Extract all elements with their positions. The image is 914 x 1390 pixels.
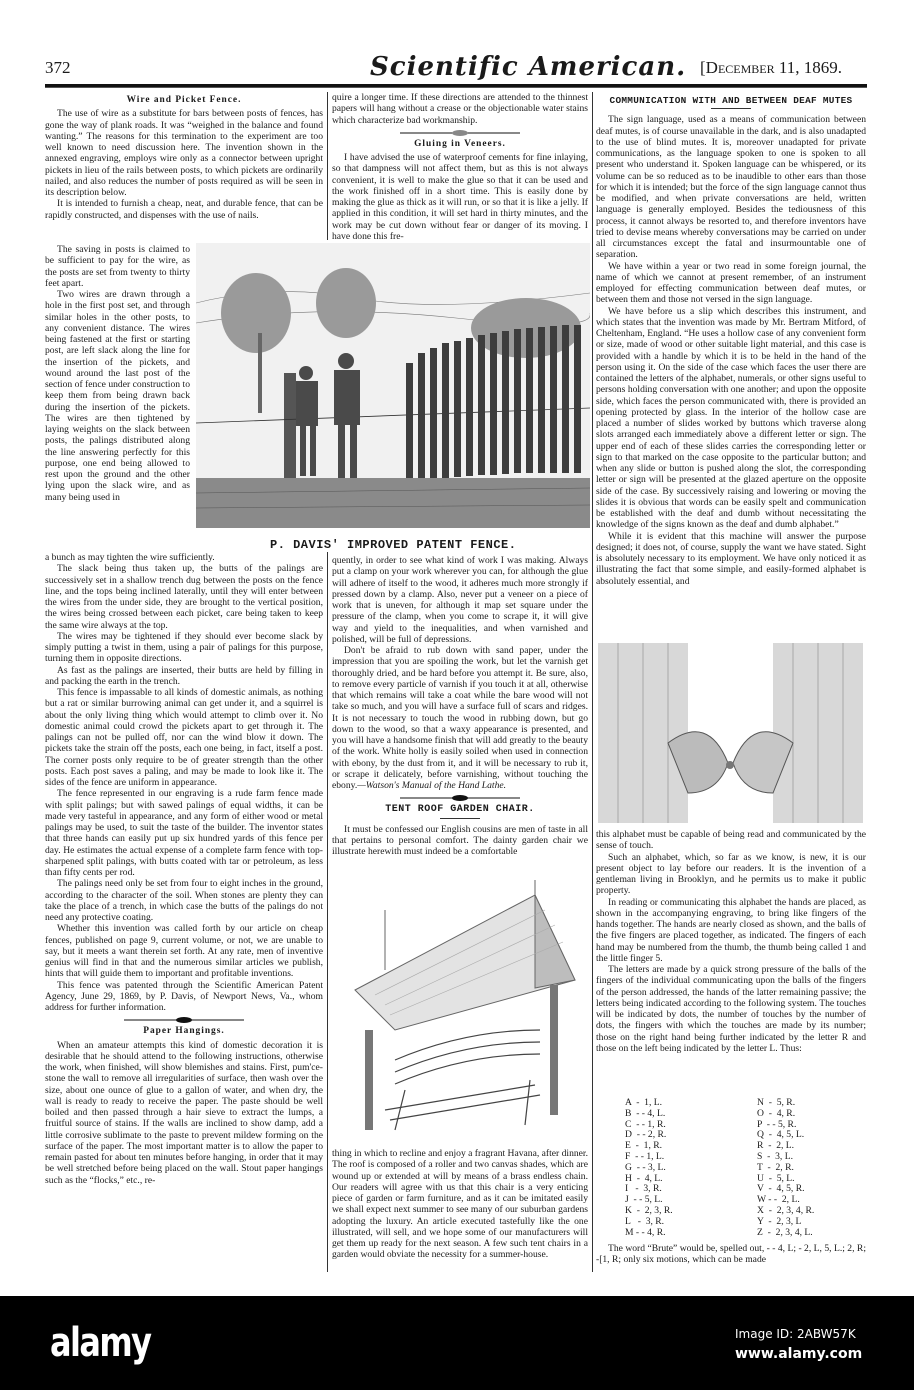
paragraph: quire a longer time. If these directions are attended to the thinnest papers will hang without a crease or the objectionable water stains which characterize bad workmanship. (332, 92, 588, 126)
alphabet-entry: Z - 2, 3, 4, L. (757, 1226, 813, 1238)
paragraph-text: Don't be afraid to rub down with sand paper, under the impression that you are spoiling the work, but let the varnish get thoroughly dried, and be hard before you attempt it. Be sure, also, to remove every particle of varnish if you touch it at all, otherwise that which remains will take a coat while the bare wood will not take so much, and you will have a surface full of scars and ridges. It is not necessary to touch the wood in rubbing down, but go down to the wood, so that a waxy appearance is presented, and you will have a handsome finish that will add greatly to the beauty of the work. White holly is easily soiled when used in connection with ebony, by the dust from it, and it will be necessary to rub it, or scrape it delicately, before varnishing, without touching the ebony. (332, 645, 588, 791)
paragraph: When an amateur attempts this kind of domestic decoration it is desirable that he should attend to the following instructions, otherwise the work, when finished, will show blemishes and stains. First, pum'ce-stone the wall to remove all irregularities of surface, then wash over the size, about one ounce of glue to a gallon of water, and when dry, the wall is ready to ready to receive the paper. The paste should be well boiled and then passed through a hair sieve to extract the lumps, a fruitful source of stains. If the walls are inclined to show damp, add a little corrosive sublimate to the paste to prevent mildew forming on the surface of the paper. The most important matter is to allow the paper to remain pasted for about ten minutes before hanging, in order that it may be well stretched before being placed on the wall. Stout paper hangings such as the “flocks,” etc., re- (45, 1039, 323, 1186)
alphabet-entry: A - 1, L. (625, 1097, 663, 1108)
fence-article-body (45, 552, 323, 1186)
paragraph: As fast as the palings are inserted, their butts are held by filling in and packing the earth in the trench. (45, 664, 323, 687)
column-divider (327, 552, 328, 1272)
paragraph: While it is evident that this machine will answer the purpose designed; it does not, of course, supply the want we have stated. Sight is absolutely necessary to its employment. We have only noticed it as illustrating the fact that some simple, and easily-formed alphabet is absolutely essential, and (596, 530, 866, 587)
middle-column-lower (332, 555, 588, 857)
image-id: Image ID: 2ABW57K (735, 1327, 856, 1341)
paragraph: It is intended to furnish a cheap, neat, and durable fence, that can be rapidly constructed, and dispenses with the use of nails. (45, 198, 323, 221)
source-citation: —Watson's Manual of the Hand Lathe. (357, 780, 507, 791)
alphabet-entry: T - 2, R. (757, 1161, 794, 1173)
middle-column-top (332, 92, 588, 242)
alphabet-entry: K - 2, 3, R. (625, 1204, 673, 1216)
site-url: www.alamy.com (735, 1346, 863, 1362)
column-divider (327, 92, 328, 240)
hands-engraving (598, 643, 863, 823)
paragraph: The sign language, used as a means of communication between deaf mutes, is of course unavailable in the dark, and is also unadapted to the use of blind mutes. It is, moreover unadapted for private communications, as the language spoken to one is spoken to all present who understand it. Spoken language can be whispered, or its volume can be so reduced as to be inaudible to other ears than those for which it is intended; but the force of the sign language cannot thus be modified, and when private conversations are held, written language is generally employed. Besides the tediousness of this process, it cannot always be resorted to, and therefore inventors have tried to devise means whereby conversations may be carried on under all circumstances except the fatal and insurmountable one of separation. (596, 114, 866, 261)
alphabet-entry: J - - 5, L. (625, 1194, 663, 1206)
alphabet-entry: V - 4, 5, R. (757, 1183, 805, 1195)
hands-illustration (598, 643, 863, 823)
paragraph: Two wires are drawn through a hole in the first post set, and through similar holes in the other posts, to any convenient distance. The wires being fastened at the first or starting post, are left slack along the line for the insertion of the pickets, and wound around the last post of the section of fence under construction to keep them from being drawn back during the insertion of the pickets. The wires are then tightened by laying weights on the slack between posts, the palings distributed along the line answering perfectly for this purpose, one end being allowed to rest upon the ground and the other lying upon the slack wire, and as many being used in (45, 289, 190, 503)
section-ornament (400, 795, 520, 801)
deaf-mutes-closing (596, 1243, 866, 1266)
article-title: TENT ROOF GARDEN CHAIR. (385, 804, 535, 816)
alphabet-entry: O - 4, R. (757, 1107, 796, 1119)
title-rule (440, 818, 480, 819)
paragraph: The saving in posts is claimed to be sufficient to pay for the wire, as the posts are set from twenty to thirty feet apart. (45, 244, 190, 289)
chair-engraving (335, 880, 585, 1142)
issue-date: [December 11, 1869. (700, 58, 842, 77)
paragraph: Whether this invention was called forth by our article on cheap fences, published on page 9, current volume, or not, we are unable to say, but it meets a want therein set forth. At any rate, men of inventive genius will find in that and the numerous similar articles we publish, hints that will guide them to important and profitable inventions. (45, 923, 323, 980)
section-ornament (124, 1017, 244, 1023)
fence-illustration (196, 243, 590, 528)
alphabet-entry: L - 3, R. (625, 1215, 665, 1227)
fence-article-intro (45, 92, 323, 221)
fence-article-narrow (45, 244, 190, 503)
alphabet-entry: S - 3, L. (757, 1150, 793, 1162)
alphabet-entry: W - - 2, L. (757, 1194, 800, 1206)
paragraph: The slack being thus taken up, the butts of the palings are successively set in a shallow trench dug between the posts on the fence line, and the tops being inclined laterally, until they will enter between the wires from the under side, they are brought to the vertical position, the wires being crossed between each picket, care being taken to keep the same wire always at the top. (45, 563, 323, 631)
paragraph: This fence is impassable to all kinds of domestic animals, as nothing but a rat or similar burrowing animal can get under it, and a squirrel is about the only living thing which would attempt to climb over it. No domestic animal could crowd the pickets apart to get through it. The palings can not be pulled off, nor can the wind blow it down. The pickets take the strain off the posts, each one being, in fact, itself a post. The corner posts only require to be of greater strength than the other posts. Each post saves a paling, and may be made to look like it. The sides of the fence are uniform in appearance. (45, 687, 323, 788)
alphabet-entry: D - - 2, R. (625, 1129, 667, 1141)
article-title: COMMUNICATION WITH AND BETWEEN DEAF MUTES (609, 95, 853, 106)
paragraph: The fence represented in our engraving is a rude farm fence made with split palings; but with sawed palings of equal widths, it can be made very tasteful in appearance, and any form of either wood or metal palings may be used, to suit the taste of the builder. The inventor states that three hands can easily put up six hundred yards of this fence per day. He estimates the actual expense of a complete farm fence with top-sharpened split palings, with butts coated with tar or petroleum, as less than fifty cents per rod. (45, 788, 323, 878)
paragraph: The palings need only be set from four to eight inches in the ground, according to the character of the soil. When stones are plenty they can take the place of a trench, in which case the butts of the palings do not need any protective coating. (45, 878, 323, 923)
alphabet-entry: M - - 4, R. (625, 1226, 666, 1238)
deaf-mutes-article (596, 92, 866, 587)
alphabet-entry: G - - 3, L. (625, 1161, 666, 1173)
alphabet-entry: F - - 1, L. (625, 1150, 665, 1162)
paragraph: The wires may be tightened if they should ever become slack by simply putting a twist in them, using a pair of palings for this purpose, turning them in opposite directions. (45, 630, 323, 665)
article-title: Gluing in Veneers. (414, 138, 506, 149)
chair-article-continued (332, 1148, 588, 1261)
paragraph: In reading or communicating this alphabet the hands are placed, as shown in the accompanying engraving, to bring like fingers of the hands together. The hands are nearly closed as shown, and the balls of the five fingers are placed together, as indicated. The fingers of each hand may be numbered from the thumb, the thumb being called 1 and the little finger 5. (596, 896, 866, 964)
paragraph: Such an alphabet, which, so far as we know, is new, it is our present object to lay before our readers. It is the invention of a gentleman living in Brooklyn, and he permits us to make it public property. (596, 851, 866, 897)
paragraph: The word “Brute” would be, spelled out, - - 4, L; - 2, L, 5, L.; 2, R; -[1, R; only six motions, which can be made (596, 1243, 866, 1266)
garden-chair-illustration (335, 880, 585, 1142)
masthead: Scientific American. (370, 52, 687, 82)
paragraph: We have within a year or two read in some foreign journal, the name of which we cannot at present remember, of an instrument employed for effecting communication between deaf mutes, or between them and those not versed in the sign language. (596, 260, 866, 306)
column-divider (592, 92, 593, 1272)
paragraph: this alphabet must be capable of being read and communicated by the sense of touch. (596, 829, 866, 852)
paragraph: quently, in order to see what kind of work I was making. Always put a clamp on your work wherever you can, for although the glue will adhere of itself to the wood, it adheres much more strongly if pressed down by a clamp. Also, never put a veneer on a piece of work that is uneven, for although it map set square under the pressure of the clamp, when you come to scrape it, it will give way and yield to the inequalities, and when varnished and polished, will be full of depressions. (332, 555, 588, 645)
alphabet-entry: Q - 4, 5, L. (757, 1129, 805, 1141)
article-title: Wire and Picket Fence. (126, 95, 242, 105)
alamy-logo: alamy (50, 1320, 151, 1366)
page-number: 372 (45, 58, 71, 77)
alphabet-entry: C - - 1, R. (625, 1118, 666, 1130)
paragraph: I have advised the use of waterproof cements for fine inlaying, so that dampness will not affect them, but as this is not always convenient, it is well to make the glue so that it can be used and the work finished off in a short time. This is easily done by making the glue as thick as it will run, or so that it is like a jelly. If applied in this condition, it will set hard in thirty minutes, and the work may be cut down without fear or danger of its moving. I have done this fre- (332, 152, 588, 242)
alphabet-entry: E - 1, R. (625, 1140, 663, 1152)
alphabet-table-left (625, 1098, 745, 1238)
alphabet-entry: I - 3, R. (625, 1183, 662, 1195)
alphabet-entry: R - 2, L. (757, 1140, 795, 1152)
paragraph: The letters are made by a quick strong pressure of the balls of the fingers of the individual communicating upon the balls of the fingers of the person addressed, the hands of the latter remaining passive; the letters being indicated according to the following system. The touches will be indicated by dots, the number of touches by the number of dots, the fingers with which the touches are made by its number; those on the right hand being further indicated by the letter R and those on the left being indicated by the letter L. Thus: (596, 964, 866, 1054)
fence-engraving (196, 243, 590, 528)
paragraph: thing in which to recline and enjoy a fragrant Havana, after dinner. The roof is composed of a roller and two canvas shades, which are wound up or extended at will by means of a brass endless chain. Our readers will agree with us that this chair is a very enticing piece of garden or farm furniture, and as it can be imitated easily we shall expect next summer to see many of our suburban gardens adopting the luxury. An article executed tastefully like the one illustrated, will sell, and we hope some of our manufacturers will get them up ready for the next season. A few such tent chairs in a garden would obviate the necessity for a summer-house. (332, 1148, 589, 1261)
paragraph: We have before us a slip which describes this instrument, and which states that the invention was made by Mr. Bertram Mitford, of Cheltenham, England. “He uses a hollow case of any convenient form or size, made of wood or other suitable light material, and this case is provided with a handle by which it is to be held in the hand of the person using it. On the side of the case which faces the user there are contained the letters of the alphabet, numerals, or other signs useful to persons holding conversation with one another; and upon the opposite side, which faces the person communicated with, there is provided an opening protected by glass. In the interior of the hollow case are placed a number of slides worked by buttons which traverse along slots arranged each immediately above a different letter or sign. The upper end of each of these slides carries the corresponding letter or sign to that marked on the case opposite to the particular button; and when any slide or button is pushed along the slot, the corresponding letter or sign will be presented at the glazed aperture on the opposite side of the case. By successively raising and lowering or moving the slides it is obvious that words can be easily spelt and communication be established with the deaf and dumb without necessitating the knowledge of the signs known as the deaf and dumb alphabet.” (596, 305, 866, 531)
alphabet-entry: B - - 4, L. (625, 1107, 666, 1119)
paragraph: It must be confessed our English cousins are men of taste in all that pertains to personal comfort. The dainty garden chair we illustrate herewith must indeed be a comfortable (332, 823, 588, 857)
deaf-mutes-continued (596, 829, 866, 1054)
header-rule (45, 84, 867, 88)
paragraph: The use of wire as a substitute for bars between posts of fences, has gone the way of plank roads. It was “weighed in the balance and found wanting.” The reasons for this termination to the experiment are too well known to need discussion here. The invention shown in the annexed engraving, employs wire only as a connector between upright pickets in lieu of the rails between posts, to which pickets are ordinarily nailed, and also reduces the number of posts required as will be seen in its description below. (45, 108, 323, 198)
fence-caption: P. DAVIS' IMPROVED PATENT FENCE. (270, 538, 517, 552)
alphabet-entry: N - 5, R. (757, 1097, 796, 1108)
paragraph: This fence was patented through the Scientific American Patent Agency, June 29, 1869, by P. Davis, of Newport News, Va., whom address for further information. (45, 979, 323, 1013)
alphabet-entry: H - 4, L. (625, 1172, 663, 1184)
paragraph (332, 645, 588, 791)
paragraph: a bunch as may tighten the wire sufficiently. (45, 552, 215, 563)
title-rule (711, 108, 751, 109)
alphabet-table-right (757, 1098, 867, 1238)
section-ornament (400, 130, 520, 136)
alphabet-entry: Y - 2, 3, L (757, 1215, 802, 1227)
article-title: Paper Hangings. (143, 1026, 225, 1037)
alphabet-entry: U - 5, L. (757, 1172, 795, 1184)
alphabet-entry: X - 2, 3, 4, R. (757, 1204, 815, 1216)
alphabet-entry: P - - 5, R. (757, 1118, 797, 1130)
